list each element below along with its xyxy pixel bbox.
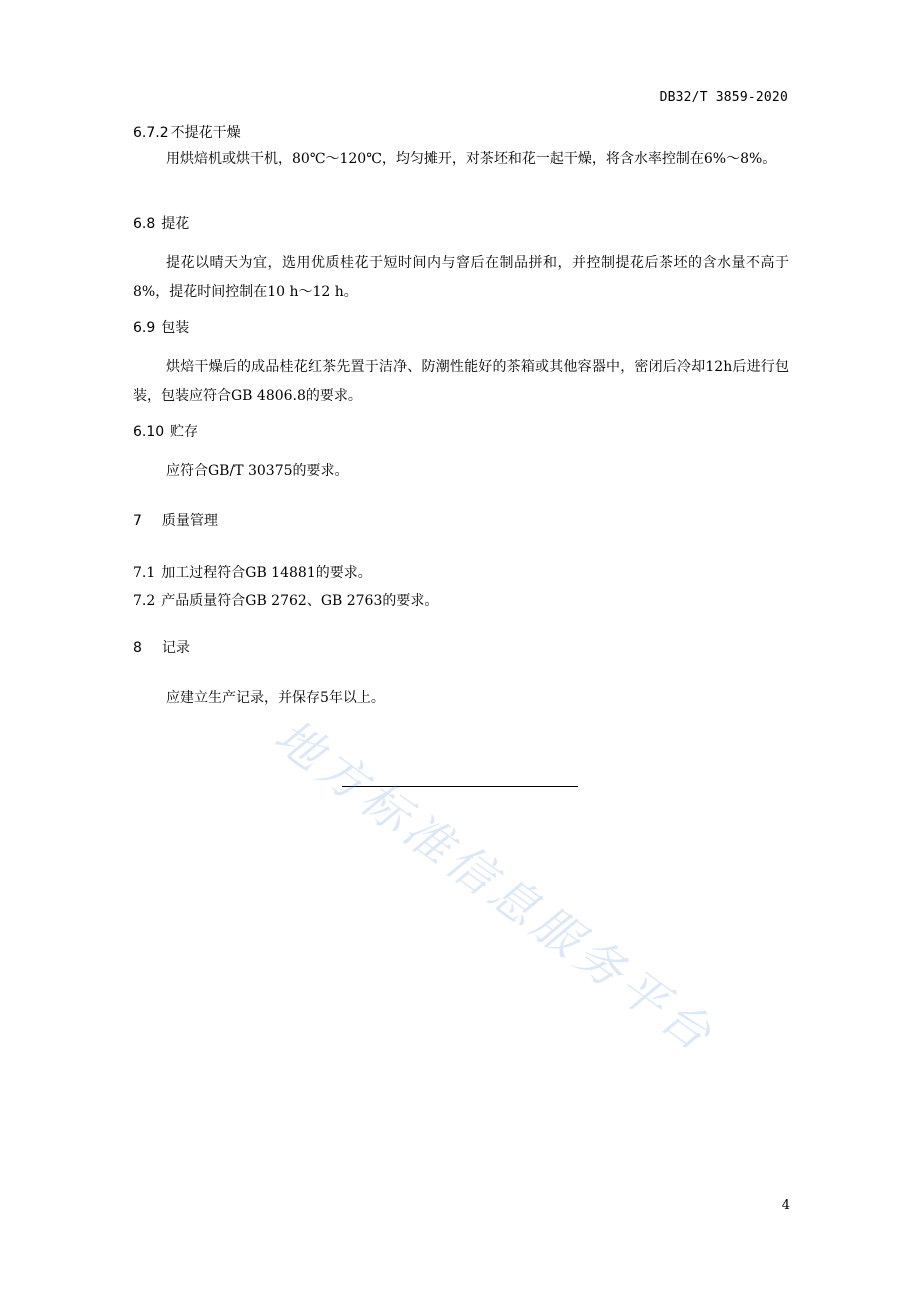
clause-text: 产品质量符合GB 2762、GB 2763的要求。: [161, 593, 439, 609]
clause-number: 7.1: [133, 565, 156, 581]
section-heading-6-8: [133, 213, 189, 233]
section-body-8: 应建立生产记录，并保存5年以上。: [166, 690, 385, 706]
section-body-6-9: 烘焙干燥后的成品桂花红茶先置于洁净、防潮性能好的茶箱或其他容器中，密闭后冷却12h后进行包装，包装应符合GB 4806.8的要求。: [133, 359, 789, 404]
section-body-6-8: 提花以晴天为宜，选用优质桂花于短时间内与窨后在制品拼和，并控制提花后茶坯的含水量不高于8%，提花时间控制在10 h～12 h。: [133, 255, 789, 300]
section-number: 6.10: [133, 424, 165, 440]
chapter-heading-8: [133, 637, 190, 657]
chapter-title: 质量管理: [161, 513, 218, 529]
clause-number: 7.2: [133, 593, 156, 609]
section-body-6-7-2: 用烘焙机或烘干机，80℃～120℃，均匀摊开，对茶坯和花一起干燥，将含水率控制在6%～8%。: [166, 151, 777, 167]
section-number: 6.9: [133, 320, 156, 336]
clause-7-2: [133, 590, 438, 610]
clause-text: 加工过程符合GB 14881的要求。: [161, 565, 372, 581]
chapter-number: 7: [133, 513, 142, 529]
page-number: 4: [781, 1198, 790, 1213]
clause-7-1: [133, 562, 372, 582]
section-number: 6.8: [133, 216, 156, 232]
chapter-heading-7: [133, 510, 218, 530]
section-title: 贮存: [170, 424, 199, 440]
section-body-6-10: 应符合GB/T 30375的要求。: [166, 463, 349, 479]
watermark: 地方标准信息服务平台: [264, 708, 726, 1065]
section-heading-6-7-2: [133, 122, 241, 142]
section-title: 不提花干燥: [170, 125, 241, 141]
document-code: DB32/T 3859-2020: [659, 90, 788, 105]
section-heading-6-9: [133, 317, 189, 337]
section-number: 6.7.2: [133, 125, 169, 141]
section-title: 包装: [161, 320, 190, 336]
chapter-title: 记录: [161, 640, 190, 656]
chapter-number: 8: [133, 640, 142, 656]
section-title: 提花: [161, 216, 190, 232]
section-heading-6-10: [133, 421, 198, 441]
